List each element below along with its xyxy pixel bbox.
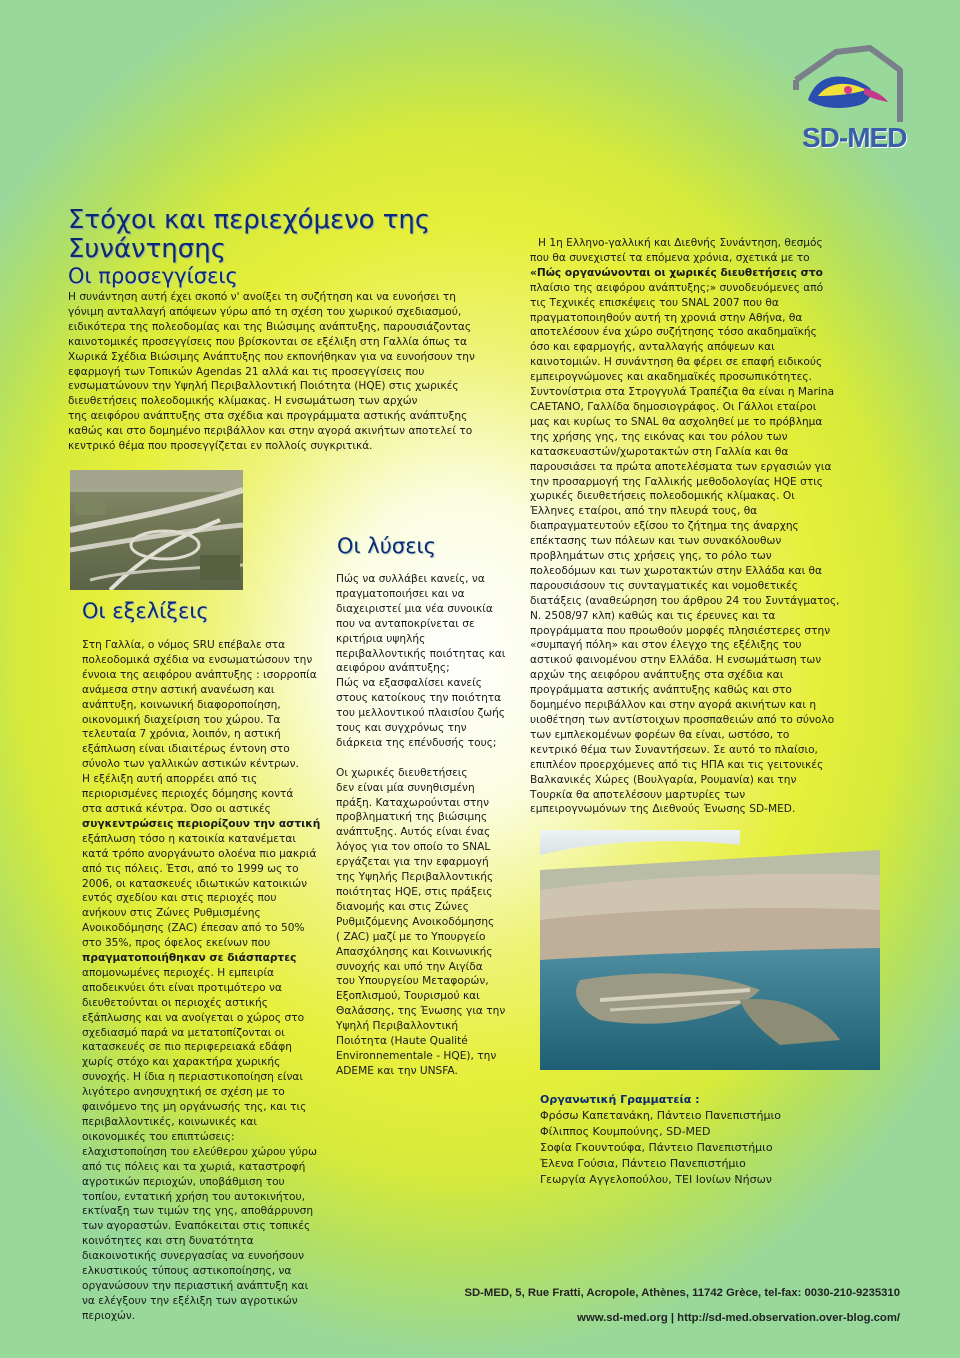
intro-paragraph xyxy=(68,290,518,454)
text-line: όσο και εφαρμογής, ανταλλαγής απόψεων και xyxy=(530,341,775,354)
text-line: καινοτομιών. Η συνάντηση θα φέρει σε επαφή ειδικούς xyxy=(530,356,823,369)
text-line: Ποιότητα (Haute Qualité xyxy=(336,1035,468,1048)
text-line: Απασχόλησης και Κοινωνικής xyxy=(336,945,493,958)
text-line: κοινότητες και στη δυνατότητα xyxy=(82,1235,254,1248)
text-line: τελευταία 7 χρόνια, λοιπόν, η αστική xyxy=(82,728,281,741)
text-line: από τις πόλεις. Έτσι, από το 1999 ως το xyxy=(82,862,299,875)
solutions-paragraph xyxy=(336,572,526,1079)
text-line: εντός σχεδίου και στις περιοχές που xyxy=(82,892,277,905)
text-line: προβληματική της βιώσιμης xyxy=(336,811,488,824)
text-line: διαπραγματευτούν εξίσου το ζήτημα της άναρχης xyxy=(530,520,799,533)
text-line: ελκυστικούς τύπους αστικοποίησης, να xyxy=(82,1265,292,1278)
text-line: εμπειρογνωμόνων της Διεθνούς Ένωσης SD-MED. xyxy=(530,803,796,816)
text-line: προγράμματα αστικής ανάπτυξης καθώς και στο xyxy=(530,684,792,697)
text-line: ελαχιστοποίηση του ελεύθερου χώρου γύρω xyxy=(82,1145,318,1158)
text-line: του Υπουργείου Μεταφορών, xyxy=(336,975,489,988)
text-line: πραγματοποιηθούν αυτή τη χρονιά στην Αθήνα, θα xyxy=(530,311,803,324)
text-line: φαινόμενο της μη οργάνωσής της, και τις xyxy=(82,1101,307,1114)
text-line: καθώς και στο δομημένο περιβάλλον και στην αγορά ακινήτων αποτελεί το xyxy=(68,425,473,438)
text-line: εξάπλωσης και να ανοίγεται ο χώρος στο xyxy=(82,1011,305,1024)
text-line: αειφόρου ανάπτυξης; xyxy=(336,662,450,675)
text-line: χωρικές διευθετήσεις πολεοδομικής κλίμακας. Οι xyxy=(530,490,795,503)
text-line: Θαλάσσης, της Ένωσης για την xyxy=(336,1005,506,1018)
text-line: σύνολο των γαλλικών αστικών κέντρων. xyxy=(82,758,299,771)
text-line: Πώς να εξασφαλίσει κανείς xyxy=(336,677,482,690)
page-title-line2: Συνάντησης xyxy=(68,234,227,264)
text-line: δεν είναι μία συνηθισμένη xyxy=(336,781,475,794)
text-line: απομονωμένες περιοχές. Η εμπειρία xyxy=(82,966,275,979)
text-line: στους κατοίκους την ποιότητα xyxy=(336,692,502,705)
text-line: δομημένο περιβάλλον και στην αγορά ακινήτων και η xyxy=(530,699,817,712)
heading-solutions: Οι λύσεις xyxy=(337,534,436,558)
text-line: Ν. 2508/97 κλπ) καθώς και τις έρευνες και τα xyxy=(530,609,776,622)
text-line: κριτήρια υψηλής xyxy=(336,632,426,645)
organizing-title: Οργανωτική Γραμματεία : xyxy=(540,1093,700,1106)
member-line: Έλενα Γούσια, Πάντειο Πανεπιστήμιο xyxy=(540,1157,746,1170)
text-line: κατασκευαστών/χωροτακτών στη Γαλλία και θα xyxy=(530,445,789,458)
text-line: Τουρκία θα αποτελέσουν μαρτυρίες των xyxy=(530,788,746,801)
text-line: οργανώσουν την περιαστική ανάπτυξη και xyxy=(82,1279,309,1292)
text-line: κατά τρόπο ανοργάνωτο ολοένα πιο μακριά xyxy=(82,847,317,860)
logo-text: SD-MED xyxy=(802,122,907,153)
text-line: να ελέγξουν την εξέλιξη των αγροτικών xyxy=(82,1294,298,1307)
footer-web-links[interactable]: www.sd-med.org | http://sd-med.observation.over-blog.com/ xyxy=(577,1312,900,1324)
text-line: Έλληνες εταίροι, από την πλευρά τους, θα xyxy=(530,505,758,518)
text-line: διάρκεια της επένδυσής τους; xyxy=(336,736,497,749)
text-line: χωρίς στόχο και χαρακτήρα χωρικής xyxy=(82,1056,281,1069)
text-line: Οι χωρικές διευθετήσεις xyxy=(336,766,468,779)
text-line: ποιότητας HQE, στις πράξεις xyxy=(336,886,493,899)
text-line: Χωρικά Σχέδια Βιώσιμης Ανάπτυξης που εκπονήθηκαν για να ευνοήσουν την xyxy=(68,350,475,363)
text-line: αποδεικνύει ότι είναι προτιμότερο να xyxy=(82,981,282,994)
text-line: σχεδιασμό παρά να μετατοπίζονται οι xyxy=(82,1026,285,1039)
text-line: κεντρικό θέμα των Συναντήσεων. Σε αυτό το πλαίσιο, xyxy=(530,743,818,756)
member-line: Φρόσω Καπετανάκη, Πάντειο Πανεπιστήμιο xyxy=(540,1109,781,1122)
text-line: εφαρμογή των Τοπικών Agendas 21 αλλά και τις προσεγγίσεις που xyxy=(68,365,425,378)
text-line: «Πώς οργανώνονται οι χωρικές διευθετήσεις στο xyxy=(530,266,823,279)
text-line: οικονομική διαχείριση του χώρου. Τα xyxy=(82,713,281,726)
text-line: παρουσιάσει τα πρώτα αποτελέσματα των εργασιών για xyxy=(530,460,832,473)
text-line: μας και κυρίως το SNAL θα ασχοληθεί με το πρόβλημα xyxy=(530,415,823,428)
text-line: Συντονίστρια στα Στρογγυλά Τραπέζια θα είναι η Marina xyxy=(530,386,835,399)
text-line: κεντρικό θέμα που προσεγγίζεται εν πολλοίς συγκριτικά. xyxy=(68,440,373,453)
organizing-secretariat xyxy=(540,1092,880,1188)
text-line xyxy=(336,751,526,766)
text-line: Ρυθμιζόμενης Ανοικοδόμησης xyxy=(336,915,495,928)
sd-med-logo xyxy=(778,30,918,160)
text-line: ανήκουν στις Ζώνες Ρυθμισμένης xyxy=(82,907,261,920)
text-line: γόνιμη ανταλλαγή απόψεων γύρω από τη σχέση του χωρικού σχεδιασμού, xyxy=(68,305,462,318)
text-line: Environnementale - HQE), την xyxy=(336,1049,497,1062)
text-line: την προσαρμογή της Γαλλικής μεθοδολογίας HQE στις xyxy=(530,475,824,488)
text-line: ειδικότερα της πολεοδομίας και της Βιώσιμης ανάπτυξης, παρουσιάζοντας xyxy=(68,320,472,333)
text-line: Η εξέλιξη αυτή απορρέει από τις xyxy=(82,773,258,786)
text-line: της χρήσης γης, της εικόνας και του ρόλου των xyxy=(530,430,788,443)
text-line: Πώς να συλλάβει κανείς, να xyxy=(336,573,485,585)
text-line: καινοτομικές προσεγγίσεις που βρίσκονται σε εξέλιξη στη Γαλλία όπως τα xyxy=(68,335,468,348)
text-line: εξάπλωση τόσο η κατοικία κατανέμεται xyxy=(82,832,296,845)
text-line: συνοχής και υπό την Αιγίδα xyxy=(336,960,483,973)
text-line: διανομής και στις Ζώνες xyxy=(336,900,469,913)
text-line: ADEME και την UNSFA. xyxy=(336,1064,458,1077)
text-line: «συμπαγή πόλη» και στον έλεγχο της εξέλιξης του xyxy=(530,639,802,652)
text-line: οικονομικές του επιπτώσεις: xyxy=(82,1130,235,1143)
text-line: εξάπλωση είναι ιδιαιτέρως έντονη στο xyxy=(82,743,290,756)
text-line: επέκτασης των πόλεων και των συνακόλουθων xyxy=(530,535,782,548)
text-line: ανάμεσα στην αστική ανανέωση και xyxy=(82,683,275,696)
member-line: Φίλιππος Κουμπούνης, SD-MED xyxy=(540,1125,711,1138)
text-line: συγκεντρώσεις περιορίζουν την αστική xyxy=(82,817,321,830)
text-line: πραγματοποιήθηκαν σε διάσπαρτες xyxy=(82,952,297,965)
text-line: κατασκευές σε πιο περιφερειακά εδάφη xyxy=(82,1041,292,1054)
heading-developments: Οι εξελίξεις xyxy=(82,599,209,623)
text-line: τοπίου, εντατική χρήση του αυτοκινήτου, xyxy=(82,1190,305,1203)
text-line: επιπλέον προερχόμενες από τις ΗΠΑ και τις γειτονικές xyxy=(530,758,824,771)
coastal-aerial-photo xyxy=(540,830,880,1070)
text-line: ενσωματώνουν την Υψηλή Περιβαλλοντική Ποιότητα (HQE) στις χωρικές xyxy=(68,380,459,393)
text-line: Βαλκανικές Χώρες (Βουλγαρία, Ρουμανία) και την xyxy=(530,773,797,786)
text-line: CAETANO, Γαλλίδα δημοσιογράφος. Οι Γάλλοι εταίροι xyxy=(530,400,817,413)
text-line: έννοια της αειφόρου ανάπτυξης : ισορροπία xyxy=(82,668,317,681)
subtitle-approaches: Οι προσεγγίσεις xyxy=(68,264,238,288)
member-line: Γεωργία Αγγελοπούλου, ΤΕΙ Ιονίων Νήσων xyxy=(540,1173,772,1186)
text-line: αποτελέσουν ένα χώρο συζήτησης τόσο ακαδημαϊκής xyxy=(530,326,817,339)
text-line: των αγοραστών. Εναπόκειται στις τοπικές xyxy=(82,1220,311,1233)
text-line: περιοχών. xyxy=(82,1309,136,1322)
text-line: τους και συγχρόνως την xyxy=(336,722,467,735)
text-line: περιβαλλοντικής ποιότητας και xyxy=(336,647,506,660)
text-line: στο 35%, προς όφελος εκείνων που xyxy=(82,937,271,950)
text-line: Εξοπλισμού, Τουρισμού και xyxy=(336,990,480,1003)
text-line: πράξη. Καταχωρούνται στην xyxy=(336,796,490,809)
text-line: ανάπτυξη, κοινωνική διαφοροποίηση, xyxy=(82,698,281,711)
text-line: παρουσιάσουν τις συνταγματικές και νομοθετικές xyxy=(530,579,798,592)
text-line: ( ZAC) μαζί με το Υπουργείο xyxy=(336,930,486,943)
text-line: Η συνάντηση αυτή έχει σκοπό ν' ανοίξει τη συζήτηση και να ευνοήσει τη xyxy=(68,291,456,303)
text-line: του μελλοντικού πλαισίου ζωής xyxy=(336,707,506,720)
text-line: υιοθέτηση των αντίστοιχων προσπαθειών από το σύνολο xyxy=(530,714,835,726)
text-line: των εμπλεκομένων φορέων θα είναι, ωστόσο, το xyxy=(530,728,790,741)
text-line: διευθετούνται οι περιοχές αστικής xyxy=(82,996,268,1009)
text-line: εργάζεται για την εφαρμογή xyxy=(336,856,489,869)
text-line: από τις πόλεις και τα χωριά, καταστροφή xyxy=(82,1160,306,1173)
text-line: περιβαλλοντικές, κοινωνικές και xyxy=(82,1116,257,1128)
text-line: διαχειριστεί μια νέα συνοικία xyxy=(336,602,493,615)
text-line: εμπειρογνώμονες και ακαδημαϊκές προσωπικότητες. xyxy=(530,371,812,384)
text-line: Ανοικοδόμησης (ZAC) έπεσαν από το 50% xyxy=(82,922,305,935)
text-line: της αειφόρου ανάπτυξης στα σχέδια και προγράμματα αστικής ανάπτυξης xyxy=(68,410,468,423)
text-line: ανάπτυξης. Αυτός είναι ένας xyxy=(336,826,491,839)
text-line: προβλημάτων στις χρήσεις γης, το ρόλο των xyxy=(530,550,772,563)
member-line: Σοφία Γκουντούφα, Πάντειο Πανεπιστήμιο xyxy=(540,1141,773,1154)
text-line: περιορισμένες περιοχές δόμησης κοντά xyxy=(82,788,294,801)
text-line: Στη Γαλλία, ο νόμος SRU επέβαλε στα xyxy=(82,639,286,651)
text-line: πολεοδομικά σχέδια να ενσωματώσουν την xyxy=(82,653,313,666)
footer-address: SD-MED, 5, Rue Fratti, Acropole, Athènes, 11742 Grèce, tel-fax: 0030-210-9235310 xyxy=(464,1287,900,1299)
text-line: στα αστικά κέντρα. Όσο οι αστικές xyxy=(82,802,271,815)
text-line: πραγματοποιήσει και να xyxy=(336,587,465,600)
meeting-paragraph xyxy=(530,236,880,817)
highway-interchange-photo xyxy=(70,470,243,590)
text-line: που να ανταποκρίνεται σε xyxy=(336,617,475,630)
text-line: αρχών της αειφόρου ανάπτυξης στα σχέδια και xyxy=(530,669,784,682)
text-line: λόγος για τον οποίο το SNAL xyxy=(336,841,491,854)
text-line: εκτίναξη των τιμών της γης, αποθάρρυνση xyxy=(82,1205,314,1218)
text-line: Η 1η Ελληνο-γαλλική και Διεθνής Συνάντηση, θεσμός xyxy=(538,237,823,249)
text-line: Υψηλή Περιβαλλοντική xyxy=(336,1020,459,1033)
text-line: αγροτικών περιοχών, υποβάθμιση του xyxy=(82,1175,285,1188)
developments-paragraph xyxy=(82,638,322,1324)
text-line: προγράμματα που προωθούν μορφές πλησιέστερες στην xyxy=(530,624,831,637)
text-line: πολεοδόμων και των χωροτακτών στην Ελλάδα και θα xyxy=(530,564,823,577)
text-line: που θα συνεχιστεί τα επόμενα χρόνια, σχετικά με το xyxy=(530,251,810,264)
page-title-line1: Στόχοι και περιεχόμενο της xyxy=(68,205,431,235)
text-line: αστικού φαινομένου στην Ελλάδα. Η ενσωμάτωση των xyxy=(530,654,822,667)
text-line: διακοινοτικής συνεργασίας να ευνοήσουν xyxy=(82,1250,305,1263)
text-line: 2006, οι κατασκευές ιδιωτικών κατοικιών xyxy=(82,877,308,890)
text-line: συνοχής. Η ίδια η περιαστικοποίηση είναι xyxy=(82,1071,303,1084)
text-line: τις Τεχνικές επισκέψεις του SNAL 2007 που θα xyxy=(530,296,779,309)
text-line: λιγότερο ανησυχητική σε σχέση με το xyxy=(82,1086,285,1099)
text-line: πλαίσιο της αειφόρου ανάπτυξης;» συνοδευόμενες από xyxy=(530,281,824,294)
text-line: διατάξεις (αναθεώρηση του άρθρου 24 του Συντάγματος, xyxy=(530,594,840,607)
text-line: της Υψηλής Περιβαλλοντικής xyxy=(336,871,494,884)
text-line: διευθετήσεις πολεοδομικής κλίμακας. Η ενσωμάτωση των αρχών xyxy=(68,395,418,408)
